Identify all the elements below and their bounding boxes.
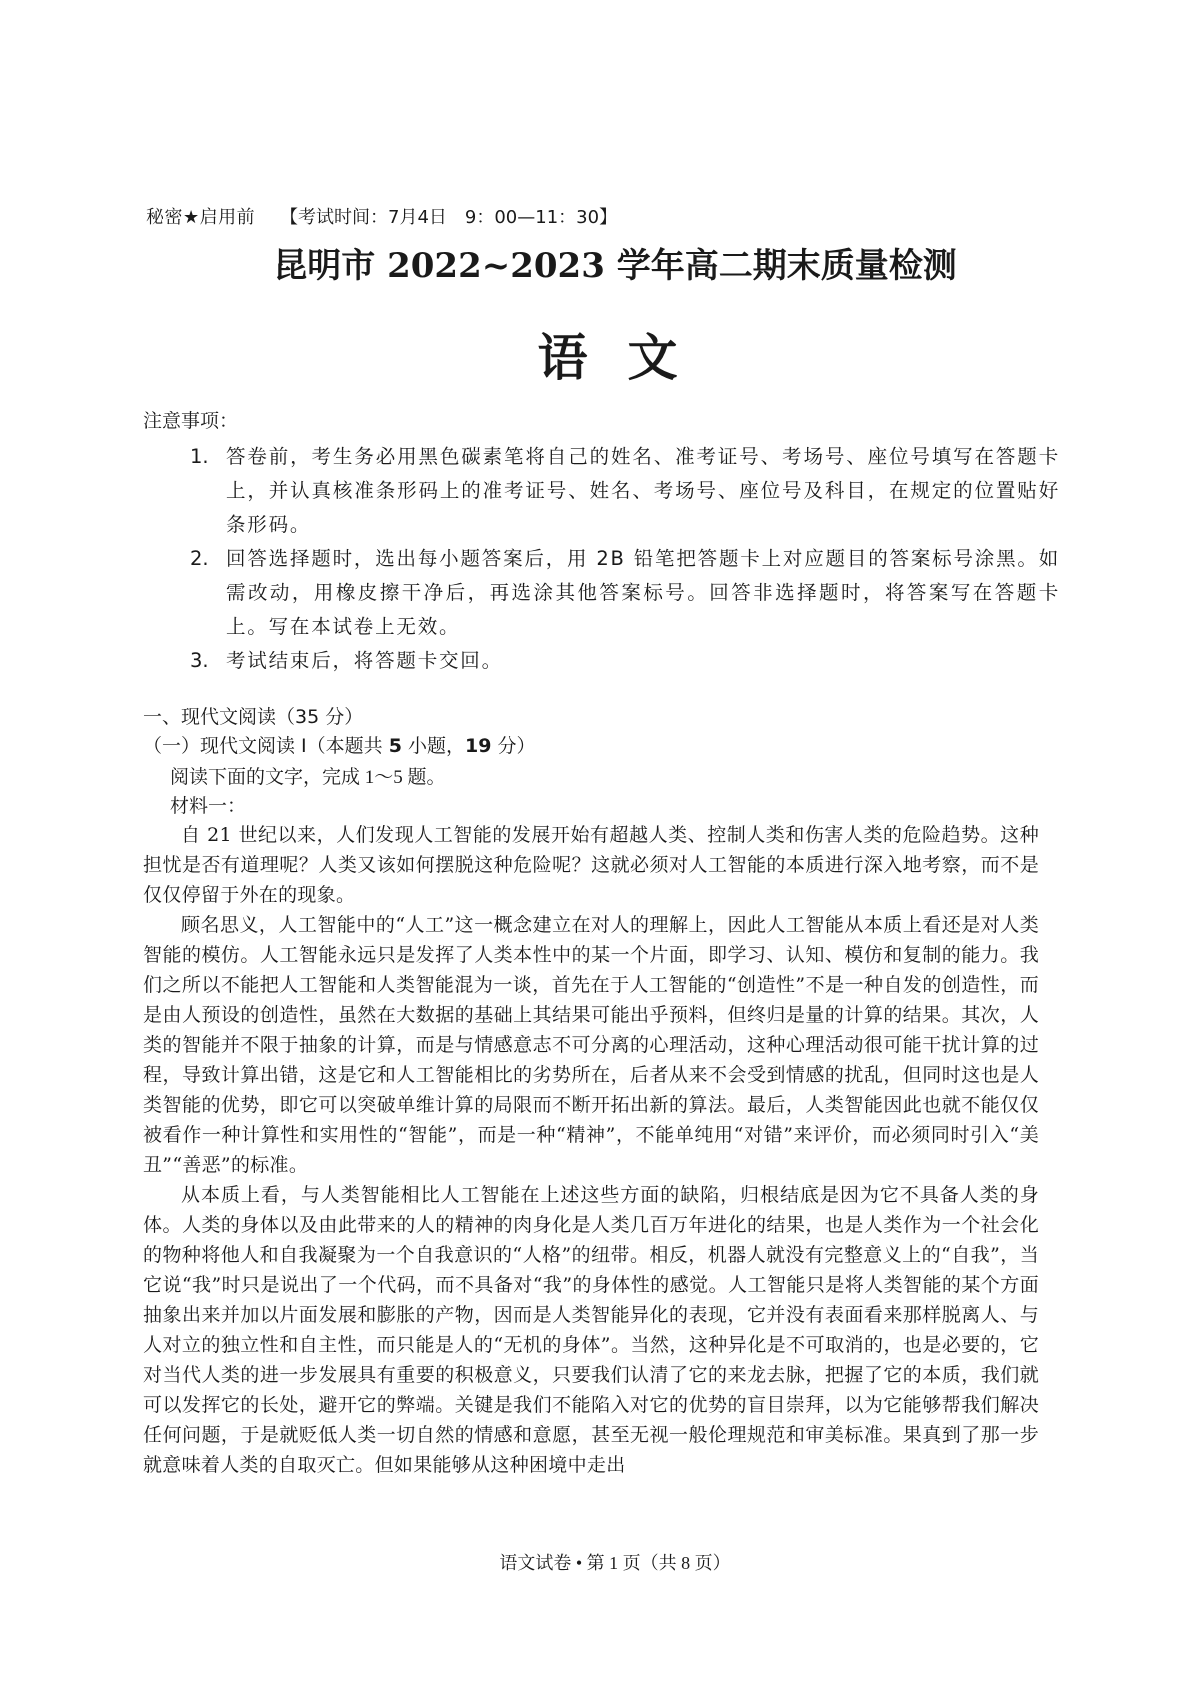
exam-time: 【考试时间：7月4日 9：00—11：30】 [280, 207, 618, 228]
section-score: 19 [464, 735, 492, 757]
material-label: 材料一： [170, 796, 247, 817]
passage-paragraph: 自 21 世纪以来，人们发现人工智能的发展开始有超越人类、控制人类和伤害人类的危险趋势。这种担忧是否有道理呢？人类又该如何摆脱这种危险呢？这就必须对人工智能的本质进行深入地考察，而不是仅仅停留于外在的现象。 [143, 824, 1039, 906]
question-count: 5 [388, 735, 402, 757]
page-footer: 语文试卷 • 第 1 页（共 8 页） [499, 1553, 731, 1573]
reading-instruction: 阅读下面的文字，完成 1～5 题。 [170, 767, 446, 788]
notice-item [190, 644, 1060, 678]
notice-number: 3. [190, 649, 209, 672]
confidential-label: 秘密★启用前 [146, 207, 256, 228]
notice-number: 2. [190, 547, 209, 570]
reading-passage [143, 820, 1039, 1480]
subsection-heading [143, 731, 535, 758]
subsection-mid: 小题， [401, 735, 465, 757]
passage-paragraph: 从本质上看，与人类智能相比人工智能在上述这些方面的缺陷，归根结底是因为它不具备人类的身体。人类的身体以及由此带来的人的精神的肉身化是人类几百万年进化的结果，也是人类作为一个社会化的物种将他人和自我凝聚为一个自我意识的“人格”的纽带。相反，机器人就没有完整意义上的“自我”，当它说“我”时只是说出了一个代码，而不具备对“我”的身体性的感觉。人工智能只是将人类智能的某个方面抽象出来并加以片面发展和膨胀的产物，因而是人类智能异化的表现，它并没有表面看来那样脱离人、与人对立的独立性和自主性，而只能是人的“无机的身体”。当然，这种异化是不可取消的，也是必要的，它对当代人类的进一步发展具有重要的积极意义，只要我们认清了它的来龙去脉，把握了它的本质，我们就可以发挥它的长处，避开它的弊端。关键是我们不能陷入对它的优势的盲目崇拜，以为它能够帮我们解决任何问题，于是就贬低人类一切自然的情感和意愿，甚至无视一般伦理规范和审美标准。果真到了那一步就意味着人类的自取灭亡。但如果能够从这种困境中走出 [143, 1184, 1039, 1476]
notice-list [190, 440, 1060, 678]
subsection-suffix: 分） [491, 735, 536, 757]
subject-title: 语文 [537, 328, 718, 387]
notice-text: 回答选择题时，选出每小题答案后，用 2B 铅笔把答题卡上对应题目的答案标号涂黑。如需改动，用橡皮擦干净后，再选涂其他答案标号。回答非选择题时，将答案写在答题卡上。写在本试卷上无效。 [226, 547, 1060, 638]
notice-item [190, 542, 1060, 644]
subsection-prefix: （一）现代文阅读 I（本题共 [143, 735, 389, 757]
notice-text: 答卷前，考生务必用黑色碳素笔将自己的姓名、准考证号、考场号、座位号填写在答题卡上，并认真核准条形码上的准考证号、姓名、考场号、座位号及科目，在规定的位置贴好条形码。 [226, 445, 1060, 536]
notice-text: 考试结束后，将答题卡交回。 [226, 649, 503, 672]
section-heading: 一、现代文阅读（35 分） [143, 706, 364, 728]
passage-paragraph: 顾名思义，人工智能中的“人工”这一概念建立在对人的理解上，因此人工智能从本质上看还是对人类智能的模仿。人工智能永远只是发挥了人类本性中的某一个片面，即学习、认知、模仿和复制的能力。我们之所以不能把人工智能和人类智能混为一谈，首先在于人工智能的“创造性”不是一种自发的创造性，而是由人预设的创造性，虽然在大数据的基础上其结果可能出乎预料，但终归是量的计算的结果。其次，人类的智能并不限于抽象的计算，而是与情感意志不可分离的心理活动，这种心理活动很可能干扰计算的过程，导致计算出错，这是它和人工智能相比的劣势所在，后者从来不会受到情感的扰乱，但同时这也是人类智能的优势，即它可以突破单维计算的局限而不断开拓出新的算法。最后，人类智能因此也就不能仅仅被看作一种计算性和实用性的“智能”，而是一种“精神”，不能单纯用“对错”来评价，而必须同时引入“美丑”“善恶”的标准。 [143, 914, 1039, 1176]
exam-title: 昆明市 2022~2023 学年高二期末质量检测 [273, 246, 957, 286]
notice-heading: 注意事项： [143, 410, 239, 432]
notice-item [190, 440, 1060, 542]
notice-number: 1. [190, 445, 209, 468]
